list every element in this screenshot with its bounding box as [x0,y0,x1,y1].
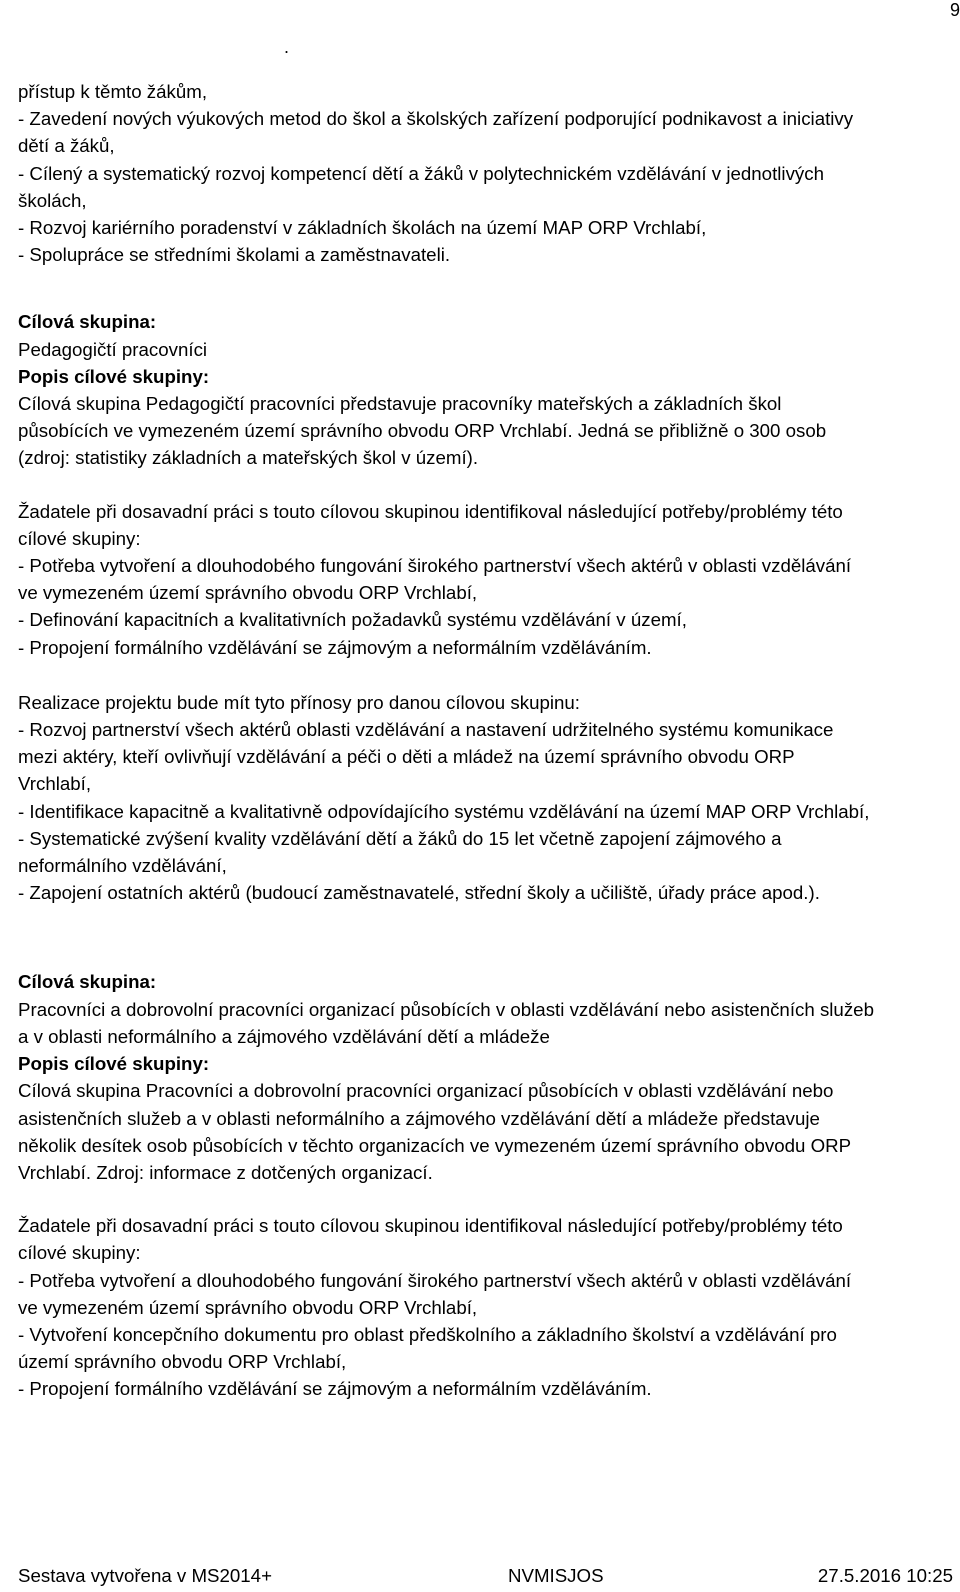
text-line: - Rozvoj partnerství všech aktérů oblasti vzdělávání a nastavení udržitelného systému komunikace [18,719,834,741]
footer-timestamp: 27.5.2016 10:25 [817,1565,953,1586]
text-line: - Potřeba vytvoření a dlouhodobého fungování širokého partnerství všech aktérů v oblasti vzdělávání [18,555,852,577]
text-line: neformálního vzdělávání, [18,855,227,877]
text-line: školách, [18,189,87,211]
text-line: - Definování kapacitních a kvalitativních požadavků systému vzdělávání v území, [18,609,687,631]
text-line: - Zapojení ostatních aktérů (budoucí zaměstnavatelé, střední školy a učiliště, úřady práce apod.). [18,882,820,904]
text-line: - Cílený a systematický rozvoj kompetencí dětí a žáků v polytechnickém vzdělávání v jednotlivých [18,162,824,184]
text-line: dětí a žáků, [18,135,115,157]
text-line: Žadatele při dosavadní práci s touto cílovou skupinou identifikoval následující potřeby/problémy této [18,500,843,522]
text-line: cílové skupiny: [18,1242,141,1264]
intro-section [18,78,953,268]
text-line: asistenčních služeb a v oblasti neformálního a zájmového vzdělávání dětí a mládeže představuje [18,1107,820,1129]
text-line: Žadatele při dosavadní práci s touto cílovou skupinou identifikoval následující potřeby/problémy této [18,1215,843,1237]
description-heading: Popis cílové skupiny: [18,1053,210,1075]
text-line: území správního obvodu ORP Vrchlabí, [18,1351,347,1373]
document-body [18,78,953,1403]
text-line: - Systematické zvýšení kvality vzdělávání dětí a žáků do 15 let včetně zapojení zájmového a [18,827,782,849]
page-footer [18,1562,953,1590]
text-line: - Propojení formálního vzdělávání se zájmovým a neformálním vzděláváním. [18,636,652,658]
text-line: Vrchlabí, [18,773,92,795]
text-line: ve vymezeném území správního obvodu ORP Vrchlabí, [18,1296,478,1318]
description-heading: Popis cílové skupiny: [18,365,210,387]
text-line: - Identifikace kapacitně a kvalitativně odpovídajícího systému vzdělávání na území MAP ORP Vrchlabí, [18,800,870,822]
text-line: - Rozvoj kariérního poradenství v základních školách na území MAP ORP Vrchlabí, [18,217,707,239]
group-name: Pedagogičtí pracovníci [18,338,208,360]
top-mark: . [284,37,290,57]
text-line: Cílová skupina Pedagogičtí pracovníci představuje pracovníky mateřských a základních škol [18,393,782,415]
text-line: Realizace projektu bude mít tyto přínosy pro danou cílovou skupinu: [18,691,580,713]
text-line: přístup k těmto žákům, [18,81,208,102]
section-heading: Cílová skupina: [18,971,157,993]
text-line: mezi aktéry, kteří ovlivňují vzdělávání a péči o děti a mládež na území správního obvodu ORP [18,746,795,768]
target-group-1 [18,308,953,906]
group-name: Pracovníci a dobrovolní pracovníci organizací působících v oblasti vzdělávání nebo asistenčních služeb [18,998,874,1020]
group-name: a v oblasti neformálního a zájmového vzdělávání dětí a mládeže [18,1025,550,1047]
target-group-2 [18,968,953,1402]
text-line: - Potřeba vytvoření a dlouhodobého fungování širokého partnerství všech aktérů v oblasti vzdělávání [18,1269,852,1291]
text-line: Vrchlabí. Zdroj: informace z dotčených organizací. [18,1161,433,1183]
text-line: ve vymezeném území správního obvodu ORP Vrchlabí, [18,582,478,604]
text-line: několik desítek osob působících v těchto organizacích ve vymezeném území správního obvodu ORP [18,1134,852,1156]
text-line: - Zavedení nových výukových metod do škol a školských zařízení podporující podnikavost a iniciativy [18,108,854,130]
text-line: Cílová skupina Pracovníci a dobrovolní pracovníci organizací působících v oblasti vzdělávání nebo [18,1080,834,1102]
text-line: působících ve vymezeném území správního obvodu ORP Vrchlabí. Jedná se přibližně o 300 osob [18,420,827,442]
section-heading: Cílová skupina: [18,311,157,333]
page-number: 9 [949,0,960,20]
text-line: - Spolupráce se středními školami a zaměstnavateli. [18,244,451,266]
text-line: - Vytvoření koncepčního dokumentu pro oblast předškolního a základního školství a vzdělávání pro [18,1323,837,1345]
text-line: cílové skupiny: [18,527,141,549]
text-line: - Propojení formálního vzdělávání se zájmovým a neformálním vzděláváním. [18,1378,652,1400]
text-line: (zdroj: statistiky základních a mateřských škol v území). [18,447,479,469]
footer-code: NVMISJOS [508,1565,604,1586]
footer-generator: Sestava vytvořena v MS2014+ [18,1565,272,1586]
